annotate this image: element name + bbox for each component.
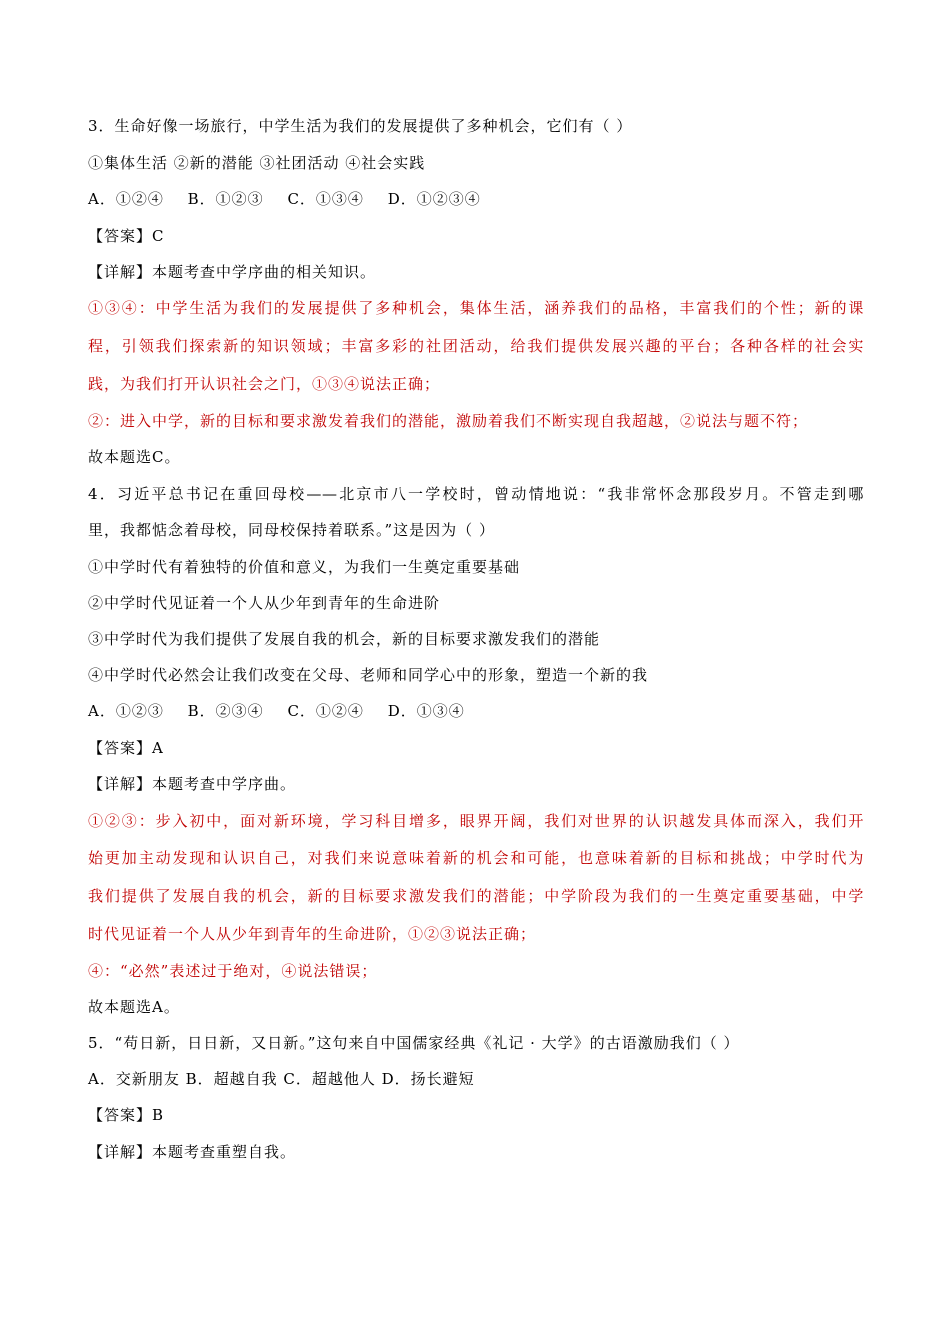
- q3-conclusion: 故本题选C。: [88, 448, 181, 466]
- q4-choice-d: D．①③④: [387, 702, 465, 720]
- q5-choices: A．交新朋友 B．超越自我 C．超越他人 D．扬长避短: [88, 1070, 475, 1088]
- q4-detail-intro: 【详解】本题考查中学序曲。: [88, 775, 297, 793]
- q3-detail-intro: 【详解】本题考查中学序曲的相关知识。: [88, 263, 377, 281]
- q4-detail-wrong: ④：“必然”表述过于绝对，④说法错误；: [88, 962, 378, 980]
- q3-detail-line: 程，引领我们探索新的知识领域；丰富多彩的社团活动，给我们提供发展兴趣的平台；各种各样的社会实: [88, 337, 864, 355]
- q4-option-4: ④中学时代必然会让我们改变在父母、老师和同学心中的形象，塑造一个新的我: [88, 666, 649, 684]
- q4-answer: 【答案】A: [88, 739, 164, 757]
- q3-choice-d: D．①②③④: [387, 190, 481, 208]
- q4-choice-c: C．①②④: [287, 702, 364, 720]
- q4-option-1: ①中学时代有着独特的价值和意义，为我们一生奠定重要基础: [88, 558, 521, 576]
- q5-answer: 【答案】B: [88, 1106, 165, 1124]
- q3-answer: 【答案】C: [88, 227, 165, 245]
- q3-detail-line: ①③④：中学生活为我们的发展提供了多种机会，集体生活，涵养我们的品格，丰富我们的个性；新的课: [88, 299, 864, 317]
- q4-option-2: ②中学时代见证着一个人从少年到青年的生命进阶: [88, 594, 441, 612]
- q5-detail-intro: 【详解】本题考查重塑自我。: [88, 1143, 297, 1161]
- q3-stem: 3．生命好像一场旅行，中学生活为我们的发展提供了多种机会，它们有（ ）: [88, 117, 633, 135]
- q3-detail-line: 践，为我们打开认识社会之门，①③④说法正确；: [88, 375, 441, 393]
- q3-detail-wrong: ②：进入中学，新的目标和要求激发着我们的潜能，激励着我们不断实现自我超越，②说法与题不符；: [88, 412, 809, 430]
- q4-stem-line: 4．习近平总书记在重回母校——北京市八一学校时，曾动情地说：“我非常怀念那段岁月。不管走到哪: [88, 485, 864, 503]
- q3-choice-a: A．①②④: [88, 190, 164, 208]
- q4-option-3: ③中学时代为我们提供了发展自我的机会，新的目标要求激发我们的潜能: [88, 630, 601, 648]
- q3-choices: [88, 189, 481, 209]
- q4-detail-line: ①②③：步入初中，面对新环境，学习科目增多，眼界开阔，我们对世界的认识越发具体而深入，我们开: [88, 812, 864, 830]
- q3-options: ①集体生活 ②新的潜能 ③社团活动 ④社会实践: [88, 154, 426, 172]
- q4-stem-line: 里，我都惦念着母校，同母校保持着联系。”这是因为（ ）: [88, 521, 495, 539]
- q4-detail-line: 我们提供了发展自我的机会，新的目标要求激发我们的潜能；中学阶段为我们的一生奠定重要基础，中学: [88, 887, 864, 905]
- q4-detail-line: 时代见证着一个人从少年到青年的生命进阶，①②③说法正确；: [88, 925, 537, 943]
- q4-choices: [88, 701, 465, 721]
- q4-conclusion: 故本题选A。: [88, 998, 180, 1016]
- q3-choice-c: C．①③④: [287, 190, 364, 208]
- q5-stem: 5．“苟日新，日日新，又日新。”这句来自中国儒家经典《礼记 · 大学》的古语激励我们（ ）: [88, 1034, 740, 1052]
- q4-detail-line: 始更加主动发现和认识自己，对我们来说意味着新的机会和可能，也意味着新的目标和挑战；中学时代为: [88, 849, 864, 867]
- q3-choice-b: B．①②③: [187, 190, 264, 208]
- q4-choice-b: B．②③④: [187, 702, 264, 720]
- q4-choice-a: A．①②③: [88, 702, 164, 720]
